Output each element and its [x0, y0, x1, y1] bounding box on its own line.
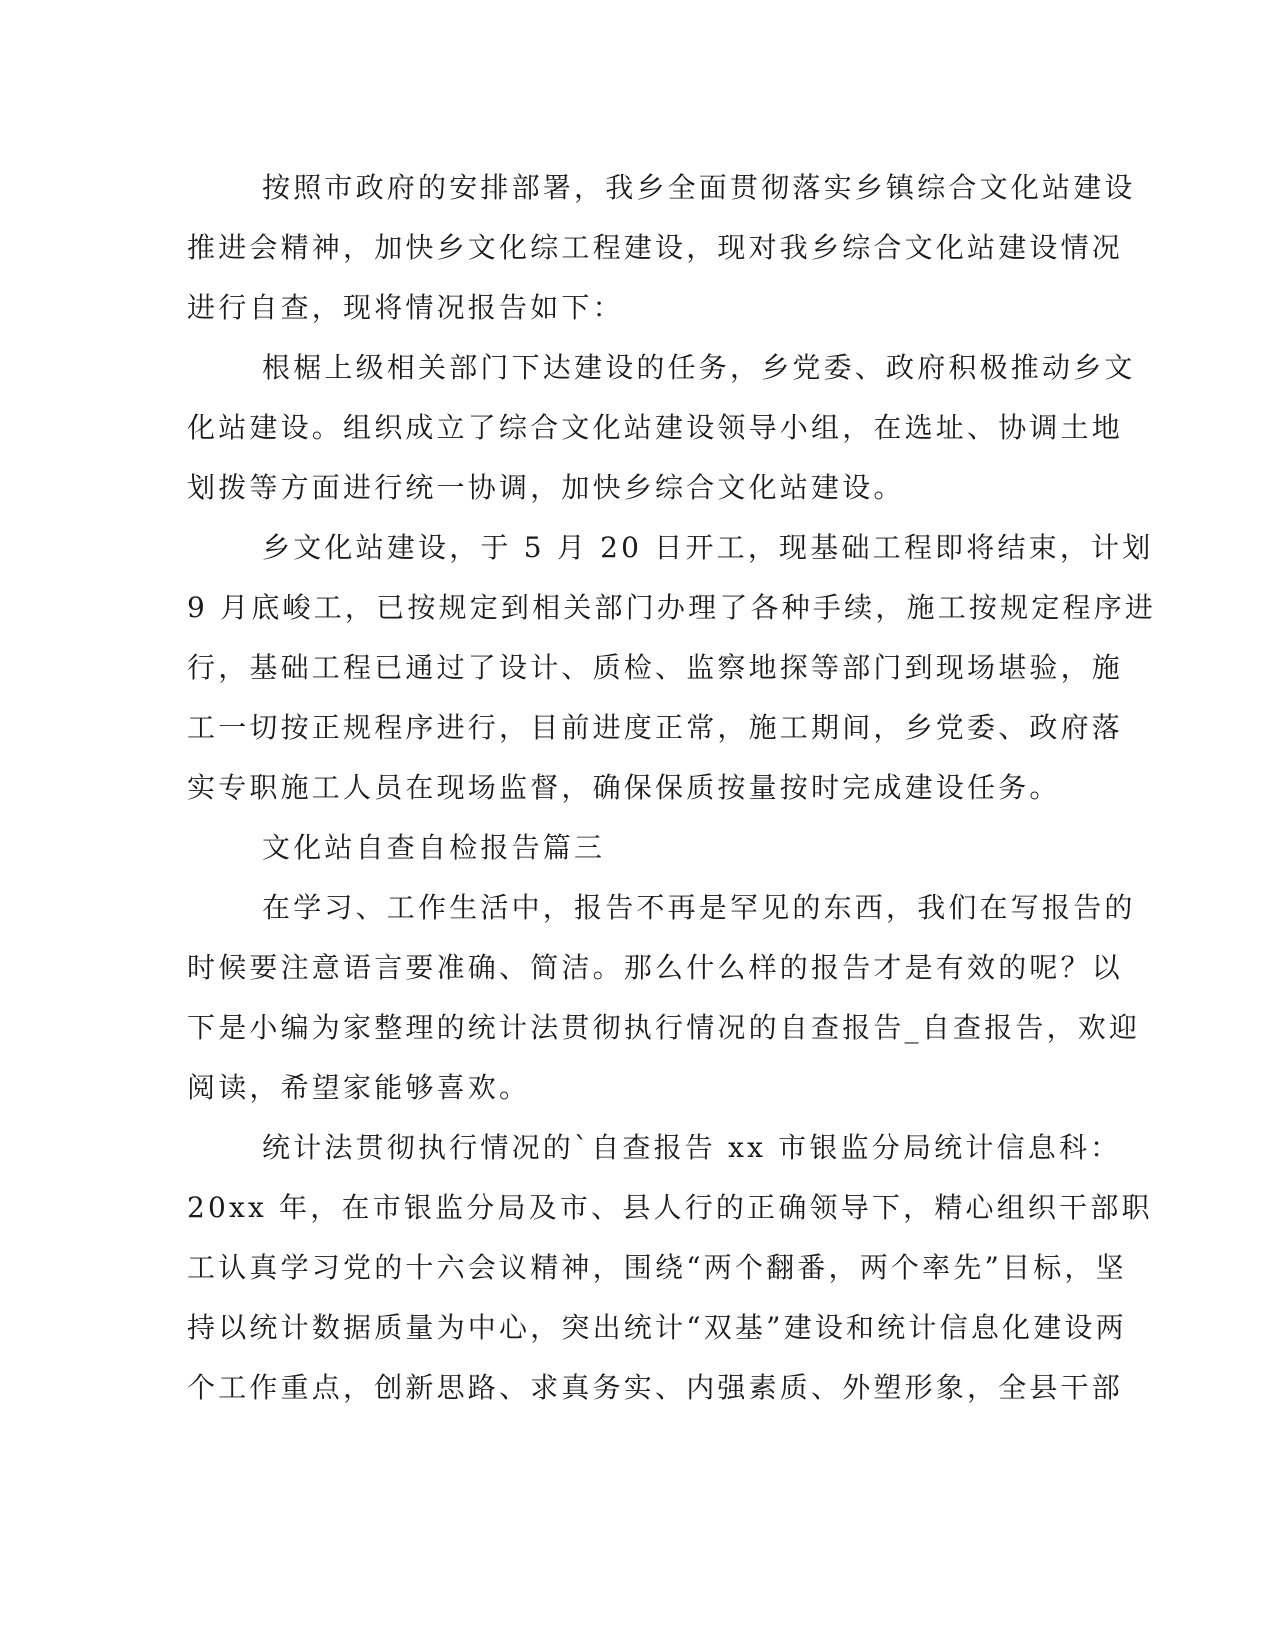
text-line: 个工作重点，创新思路、求真务实、内强素质、外塑形象，全县干部 [187, 1371, 1124, 1404]
text-line: 下是小编为家整理的统计法贯彻执行情况的自查报告_自查报告，欢迎 [187, 1011, 1141, 1044]
text-line: 工认真学习党的十六会议精神，围绕“两个翻番，两个率先”目标，坚 [187, 1251, 1127, 1284]
text-line: 推进会精神，加快乡文化综工程建设，现对我乡综合文化站建设情况 [187, 231, 1124, 264]
text-line: 9 月底峻工，已按规定到相关部门办理了各种手续，施工按规定程序进 [187, 591, 1157, 624]
text-line: 按照市政府的安排部署，我乡全面贯彻落实乡镇综合文化站建设 [262, 171, 1136, 204]
text-line: 在学习、工作生活中，报告不再是罕见的东西，我们在写报告的 [262, 891, 1136, 924]
text-line: 20xx 年，在市银监分局及市、县人行的正确领导下，精心组织干部职 [187, 1191, 1153, 1224]
text-line: 阅读，希望家能够喜欢。 [187, 1071, 531, 1104]
text-line: 实专职施工人员在现场监督，确保保质按量按时完成建设任务。 [187, 771, 1061, 804]
text-line: 乡文化站建设，于 5 月 20 日开工，现基础工程即将结束，计划 [262, 531, 1154, 564]
text-line: 根椐上级相关部门下达建设的任务，乡党委、政府积极推动乡文 [262, 351, 1136, 384]
text-line: 行，基础工程已通过了设计、质检、监察地探等部门到现场堪验，施 [187, 651, 1124, 684]
text-line: 工一切按正规程序进行，目前进度正常，施工期间，乡党委、政府落 [187, 711, 1124, 744]
text-line: 统计法贯彻执行情况的`自查报告 xx 市银监分局统计信息科： [262, 1131, 1122, 1164]
text-line: 持以统计数据质量为中心，突出统计“双基”建设和统计信息化建设两 [187, 1311, 1127, 1344]
text-line: 划拨等方面进行统一协调，加快乡综合文化站建设。 [187, 471, 905, 504]
document-body [187, 158, 1157, 1418]
text-line: 进行自查，现将情况报告如下： [187, 291, 624, 324]
text-line: 时候要注意语言要准确、简洁。那么什么样的报告才是有效的呢？以 [187, 951, 1124, 984]
text-line: 化站建设。组织成立了综合文化站建设领导小组，在选址、协调土地 [187, 411, 1124, 444]
section-heading: 文化站自查自检报告篇三 [262, 831, 606, 864]
